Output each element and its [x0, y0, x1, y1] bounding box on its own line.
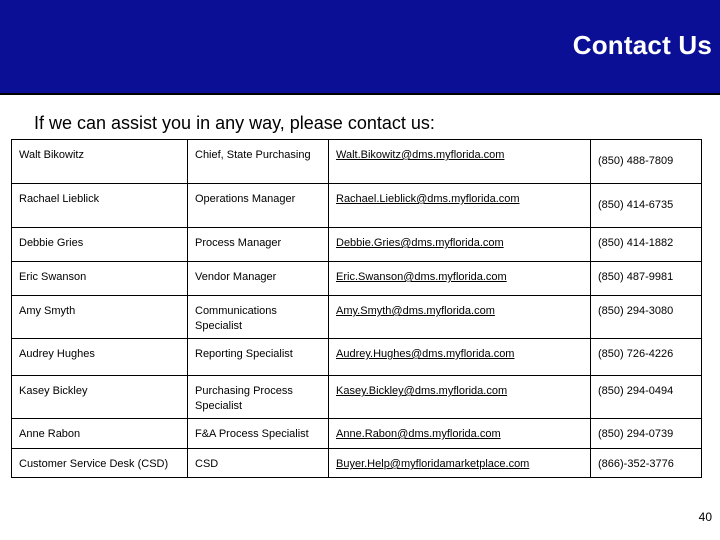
contacts-table	[11, 139, 702, 478]
contact-title: Chief, State Purchasing	[188, 140, 329, 184]
contact-title: Reporting Specialist	[188, 339, 329, 376]
table-row	[12, 140, 702, 184]
contact-phone: (850) 294-0739	[591, 419, 702, 449]
contact-phone: (866)-352-3776	[591, 449, 702, 478]
email-link[interactable]: Eric.Swanson@dms.myflorida.com	[336, 271, 507, 283]
contact-phone: (850) 294-0494	[591, 376, 702, 419]
contact-email[interactable]	[329, 262, 591, 296]
contact-title: Operations Manager	[188, 184, 329, 228]
email-link[interactable]: Walt.Bikowitz@dms.myflorida.com	[336, 149, 505, 161]
contact-phone: (850) 414-6735	[591, 184, 702, 228]
contact-name: Rachael Lieblick	[12, 184, 188, 228]
table-row	[12, 184, 702, 228]
table-row	[12, 262, 702, 296]
table-row	[12, 449, 702, 478]
contact-name: Eric Swanson	[12, 262, 188, 296]
contact-name: Audrey Hughes	[12, 339, 188, 376]
contact-name: Debbie Gries	[12, 228, 188, 262]
contact-phone: (850) 487-9981	[591, 262, 702, 296]
page-title: Contact Us	[572, 30, 712, 60]
table-row	[12, 228, 702, 262]
contact-email[interactable]	[329, 449, 591, 478]
contact-title: Purchasing Process Specialist	[188, 376, 329, 419]
email-link[interactable]: Debbie.Gries@dms.myflorida.com	[336, 237, 504, 249]
contact-name: Kasey Bickley	[12, 376, 188, 419]
contact-email[interactable]	[329, 296, 591, 339]
table-row	[12, 296, 702, 339]
contact-phone: (850) 414-1882	[591, 228, 702, 262]
contacts-table-body	[12, 140, 702, 478]
email-link[interactable]: Kasey.Bickley@dms.myflorida.com	[336, 385, 508, 397]
contact-title: Communications Specialist	[188, 296, 329, 339]
contact-title: Process Manager	[188, 228, 329, 262]
header-bar	[0, 0, 720, 95]
contact-email[interactable]	[329, 376, 591, 419]
email-link[interactable]: Rachael.Lieblick@dms.myflorida.com	[336, 193, 520, 205]
contact-phone: (850) 488-7809	[591, 140, 702, 184]
intro-text: If we can assist you in any way, please contact us:	[34, 113, 435, 133]
email-link[interactable]: Amy.Smyth@dms.myflorida.com	[336, 305, 495, 317]
contact-title: CSD	[188, 449, 329, 478]
email-link[interactable]: Anne.Rabon@dms.myflorida.com	[336, 428, 501, 440]
contact-name: Walt Bikowitz	[12, 140, 188, 184]
contact-name: Amy Smyth	[12, 296, 188, 339]
contact-email[interactable]	[329, 228, 591, 262]
contact-email[interactable]	[329, 140, 591, 184]
contact-phone: (850) 726-4226	[591, 339, 702, 376]
email-link[interactable]: Buyer.Help@myfloridamarketplace.com	[336, 458, 530, 470]
table-row	[12, 419, 702, 449]
contact-title: Vendor Manager	[188, 262, 329, 296]
contact-phone: (850) 294-3080	[591, 296, 702, 339]
table-row	[12, 376, 702, 419]
contact-name: Customer Service Desk (CSD)	[12, 449, 188, 478]
email-link[interactable]: Audrey.Hughes@dms.myflorida.com	[336, 348, 515, 360]
contact-title: F&A Process Specialist	[188, 419, 329, 449]
table-row	[12, 339, 702, 376]
contact-email[interactable]	[329, 339, 591, 376]
contact-name: Anne Rabon	[12, 419, 188, 449]
page-number: 40	[698, 510, 712, 524]
contact-email[interactable]	[329, 419, 591, 449]
contact-email[interactable]	[329, 184, 591, 228]
